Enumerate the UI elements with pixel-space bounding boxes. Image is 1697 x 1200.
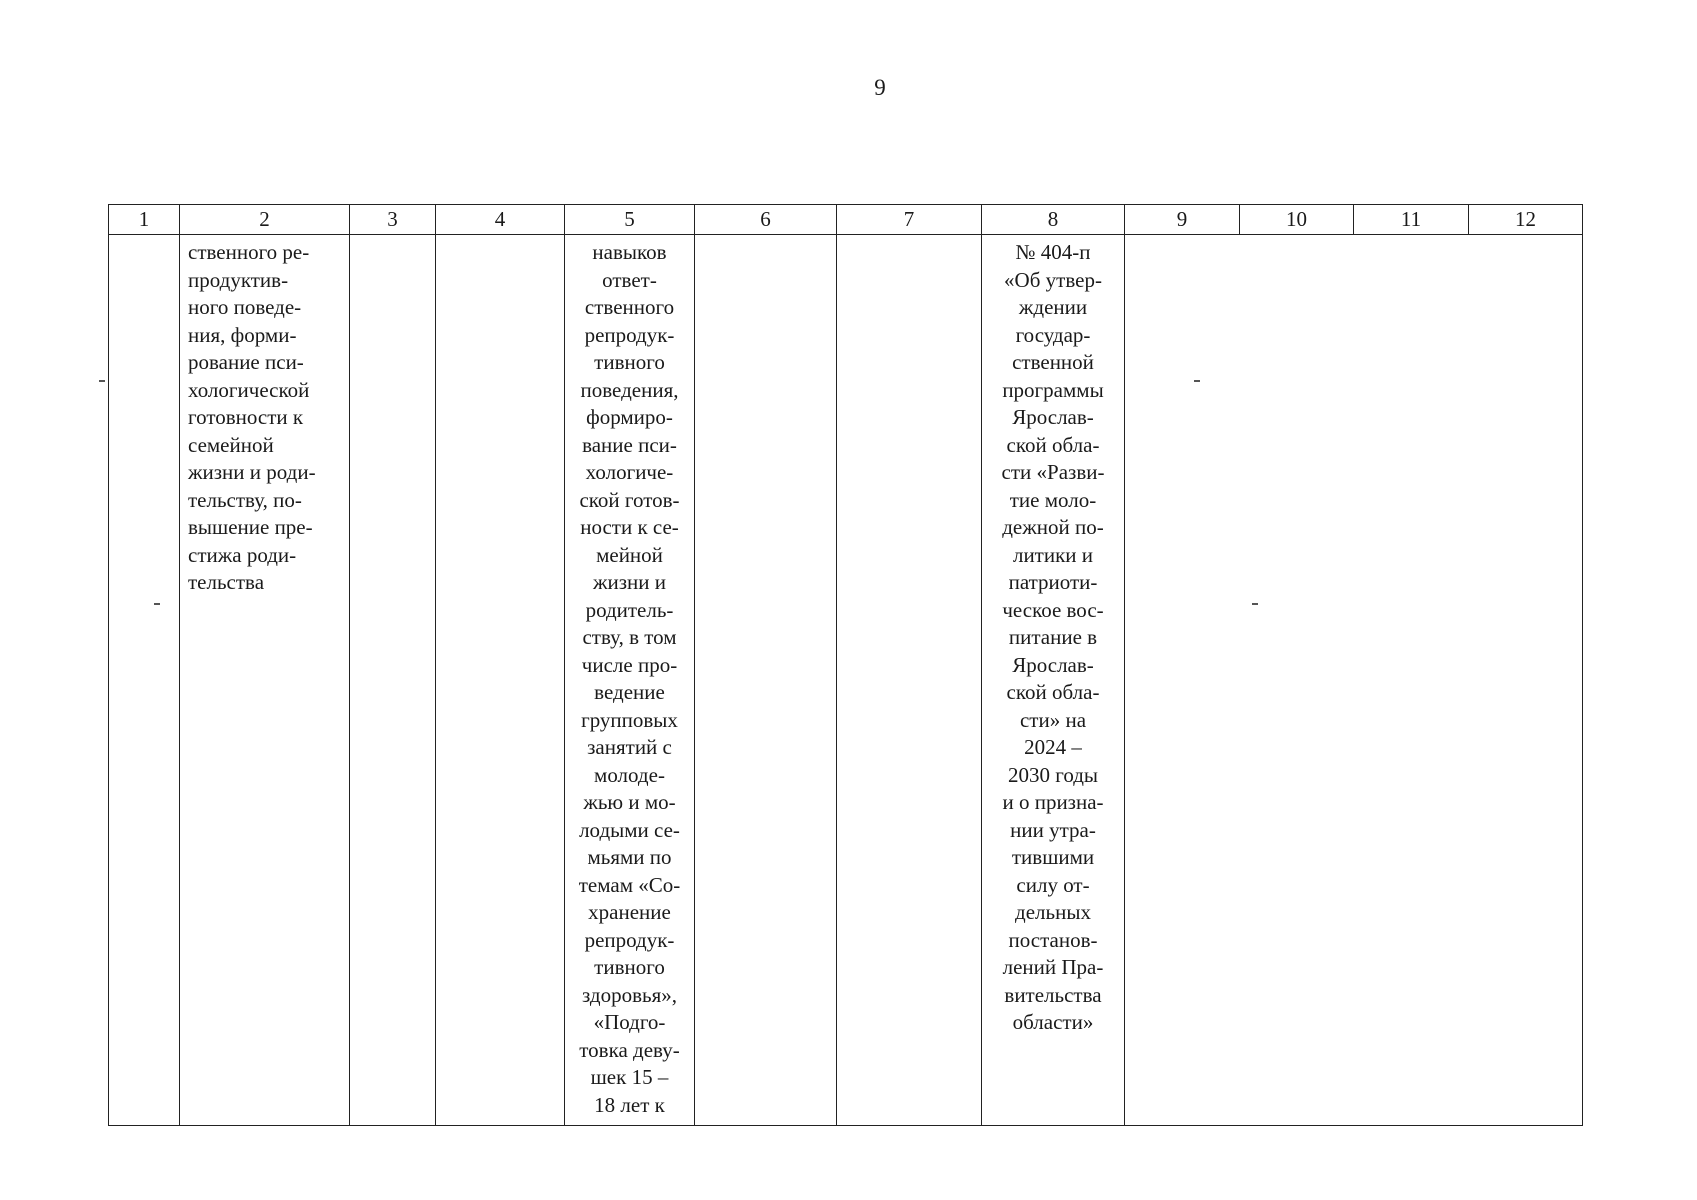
header-cell-7: 7 — [837, 205, 982, 235]
header-row — [109, 205, 1583, 235]
page-number: 9 — [874, 75, 886, 100]
header-cell-10: 10 — [1240, 205, 1354, 235]
cell-text-col-8: № 404-п «Об утвер- ждении государ- ственной программы Ярослав- ской обла- сти «Разви- тие моло- дежной по- литики и патриоти- ческое вос- питание в Ярослав- ской обла- сти» на 2024 – 2030 годы и о призна- нии утра- тившими силу от- дельных постанов- лений Пра- вительства области» — [1001, 240, 1105, 1034]
cell-col-9-12-merged — [1125, 235, 1583, 1126]
header-cell-8: 8 — [982, 205, 1125, 235]
cell-col-4 — [436, 235, 565, 1126]
table-row — [109, 235, 1583, 1126]
cell-col-5 — [565, 235, 695, 1126]
header-cell-9: 9 — [1125, 205, 1240, 235]
header-cell-12: 12 — [1469, 205, 1583, 235]
cell-col-8 — [982, 235, 1125, 1126]
cell-text-col-2: ственного ре- продуктив- ного поведе- ния, форми- рование пси- хологической готовности к семейной жизни и роди- тельству, по- вышение пре- стижа роди- тельства — [188, 240, 316, 594]
cell-col-7 — [837, 235, 982, 1126]
header-cell-3: 3 — [350, 205, 436, 235]
cell-text-col-5: навыков ответ- ственного репродук- тивного поведения, формиро- вание пси- хологиче- ской готов- ности к се- мейной жизни и родитель- ству, в том числе про- ведение групповых занятий с молоде- жью и мо- лодыми се- мьями по темам «Со- хранение репродук- тивного здоровья», «Подго- товка деву- шек 15 – 18 лет к — [578, 240, 681, 1117]
cell-col-2 — [180, 235, 350, 1126]
header-cell-1: 1 — [109, 205, 180, 235]
scan-speck — [99, 380, 105, 382]
cell-col-6 — [695, 235, 837, 1126]
header-cell-5: 5 — [565, 205, 695, 235]
header-cell-2: 2 — [180, 205, 350, 235]
header-cell-11: 11 — [1354, 205, 1469, 235]
header-cell-4: 4 — [436, 205, 565, 235]
program-table — [108, 204, 1583, 1126]
header-cell-6: 6 — [695, 205, 837, 235]
scan-speck — [154, 603, 160, 605]
scan-speck — [1252, 603, 1258, 605]
cell-col-1 — [109, 235, 180, 1126]
cell-col-3 — [350, 235, 436, 1126]
scan-speck — [1194, 380, 1200, 382]
